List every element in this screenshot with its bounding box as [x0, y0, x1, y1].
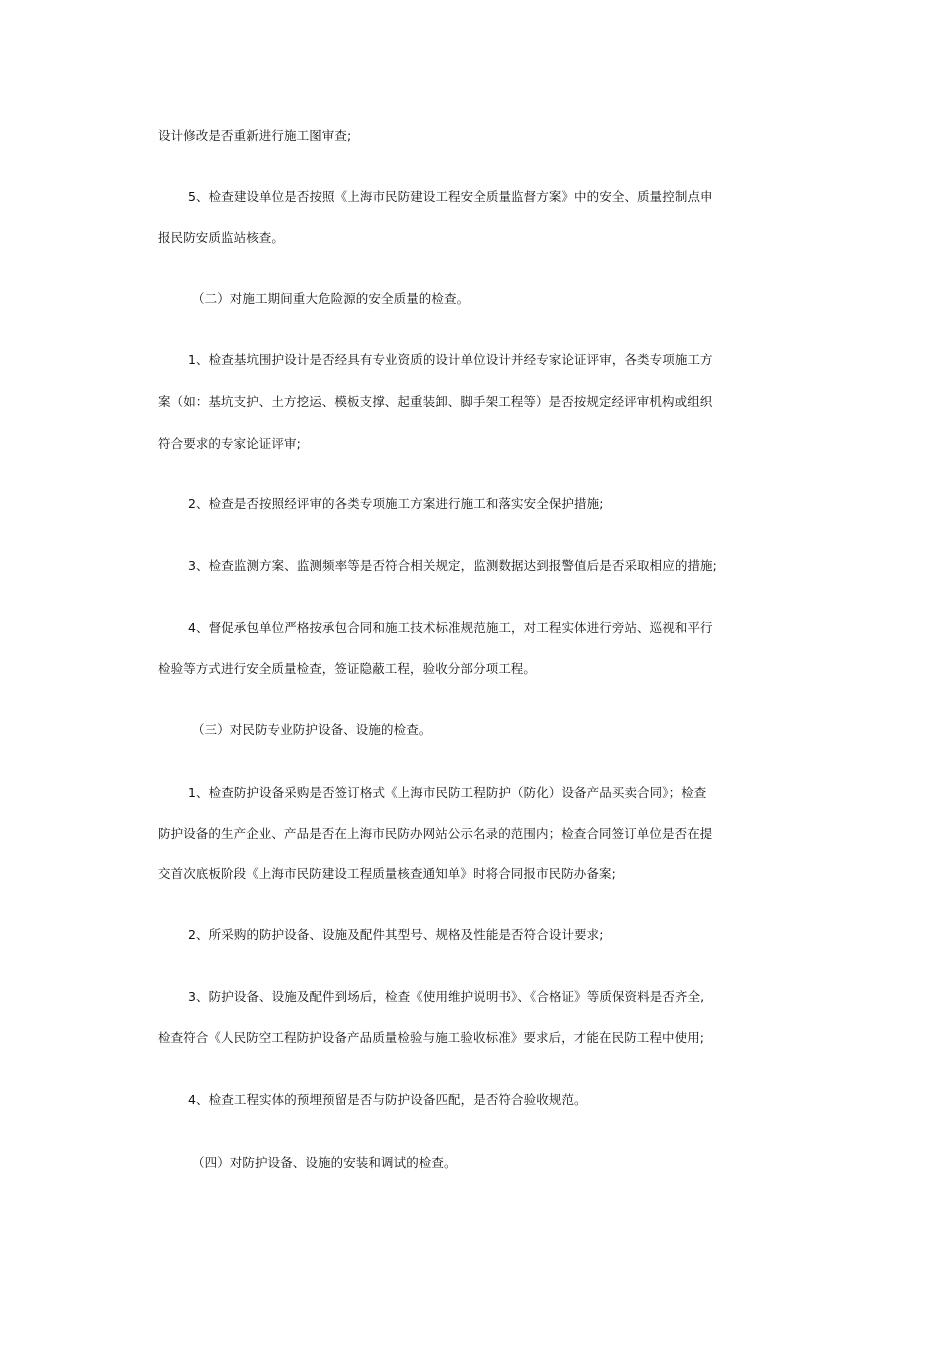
paragraph-line: 检查符合《人民防空工程防护设备产品质量检验与施工验收标准》要求后，才能在民防工程中使用; [158, 1030, 705, 1045]
section-heading: （三）对民防专业防护设备、设施的检查。 [192, 722, 432, 737]
section-heading: （四）对防护设备、设施的安装和调试的检查。 [192, 1155, 457, 1170]
paragraph-line: 符合要求的专家论证评审; [158, 436, 301, 451]
paragraph-line: 4、检查工程实体的预埋预留是否与防护设备匹配，是否符合验收规范。 [188, 1092, 587, 1107]
paragraph-line: 1、检查防护设备采购是否签订格式《上海市民防工程防护（防化）设备产品买卖合同》；检查 [188, 785, 707, 800]
paragraph-line: 防护设备的生产企业、产品是否在上海市民防办网站公示名录的范围内；检查合同签订单位是否在提 [158, 826, 713, 841]
paragraph-line: 5、检查建设单位是否按照《上海市民防建设工程安全质量监督方案》中的安全、质量控制点申 [188, 189, 713, 204]
paragraph-line: 3、防护设备、设施及配件到场后，检查《使用维护说明书》、《合格证》等质保资料是否齐全, [188, 989, 705, 1004]
paragraph-line: 4、督促承包单位严格按承包合同和施工技术标准规范施工，对工程实体进行旁站、巡视和平行 [188, 620, 713, 635]
paragraph-line: 交首次底板阶段《上海市民防建设工程质量核查通知单》时将合同报市民防办备案; [158, 866, 616, 881]
section-heading: （二）对施工期间重大危险源的安全质量的检查。 [192, 291, 470, 306]
paragraph-line: 设计修改是否重新进行施工图审查; [158, 128, 352, 143]
paragraph-line: 2、所采购的防护设备、设施及配件其型号、规格及性能是否符合设计要求; [188, 927, 604, 942]
paragraph-line: 3、检查监测方案、监测频率等是否符合相关规定，监测数据达到报警值后是否采取相应的措施; [188, 558, 717, 573]
paragraph-line: 1、检查基坑围护设计是否经具有专业资质的设计单位设计并经专家论证评审，各类专项施工方 [188, 352, 713, 367]
paragraph-line: 2、检查是否按照经评审的各类专项施工方案进行施工和落实安全保护措施; [188, 496, 604, 511]
paragraph-line: 案（如：基坑支护、土方挖运、模板支撑、起重装卸、脚手架工程等）是否按规定经评审机构或组织 [158, 394, 713, 409]
paragraph-line: 报民防安质监站核查。 [158, 230, 285, 245]
paragraph-line: 检验等方式进行安全质量检查，签证隐蔽工程，验收分部分项工程。 [158, 661, 537, 676]
